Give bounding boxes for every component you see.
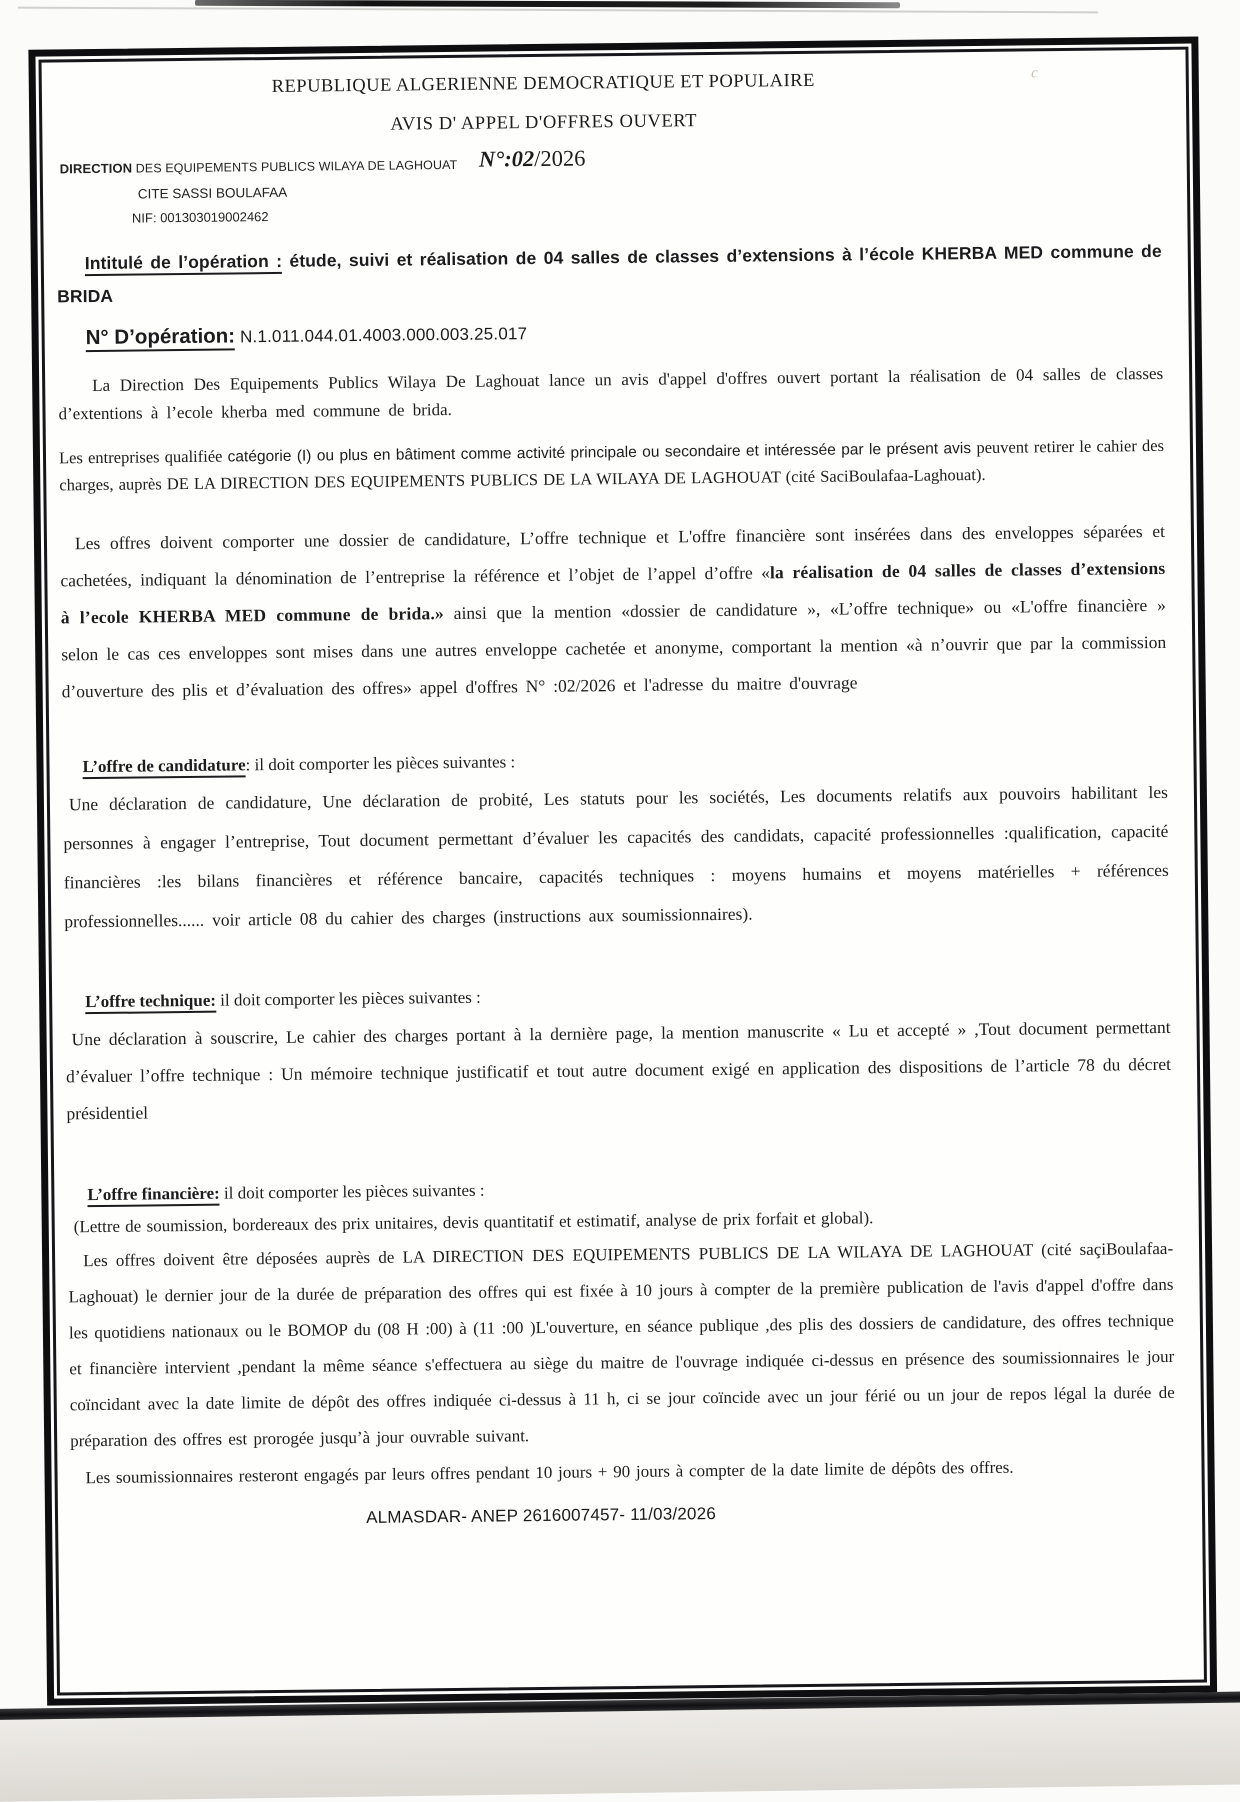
technique-heading: L’offre technique: il doit comporter les pièces suivantes : — [65, 979, 1170, 1014]
scan-corner-mark: c — [1030, 65, 1038, 82]
intro-paragraph: La Direction Des Equipements Publics Wilaya De Laghouat lance un avis d'appel d'offres ouvert portant la réalisation de 04 salles de classes d’extentions à l’ecole kherba med commune de brida. — [58, 363, 1164, 424]
candidature-label: L’offre de candidature — [82, 755, 245, 779]
financiere-label: L’offre financière: — [87, 1184, 220, 1208]
technique-label: L’offre technique: — [85, 991, 216, 1014]
operation-title-text: étude, suivi et réalisation de 04 salles de classes d’extensions à l’école KHERBA MED commune de BRIDA — [57, 240, 1162, 307]
envelopes-paragraph-bold: la réalisation de 04 salles de classes d’extensions à l’ecole KHERBA MED commune de brida.» — [60, 557, 1166, 628]
envelopes-paragraph: Les offres doivent comporter une dossier de candidature, L’offre technique et L'offre financière sont insérées dans des enveloppes séparées et cachetées, indiquant la dénomination de l’entreprise la référence et l’objet de l’appel d’offre «la réalisation de 04 salles de classes d’extensions à l’ecole KHERBA MED commune de brida.» ainsi que la mention «dossier de candidature », «L’offre technique» ou «L'offre financière » selon le cas ces enveloppes sont mises dans une autres enveloppe cachetée et anonyme, comportant la mention «à n’ouvrir que par la commission d’ouverture des plis et d’évaluation des offres» appel d'offres N° :02/2026 et l'adresse du maitre d'ouvrage — [60, 520, 1167, 702]
financiere-heading: L’offre financière: il doit comporter les pièces suivantes : — [67, 1172, 1172, 1207]
publication-footer: ALMASDAR- ANEP 2616007457- 11/03/2026 — [366, 1504, 717, 1528]
financiere-contents-line: (Lettre de soumission, bordereaux des prix unitaires, devis quantitatif et estimatif, analyse de prix forfait et global). — [73, 1208, 874, 1237]
technique-body: Une déclaration à souscrire, Le cahier des charges portant à la dernière page, la mention manuscrite « Lu et accepté » ,Tout document permettant d’évaluer l’offre technique : Un mémoire technique justificatif et tout autre document exigé en application des dispositions de l’article 78 du décret présidentiel — [65, 1016, 1172, 1124]
authority-name: DIRECTION DES EQUIPEMENTS PUBLICS WILAYA DE LAGHOUAT — [59, 157, 458, 177]
notice-number-strong: N°:02 — [478, 146, 535, 172]
deposit-paragraph: Les offres doivent être déposées auprès de LA DIRECTION DES EQUIPEMENTS PUBLICS DE LA WILAYA DE LAGHOUAT (cité saçiBoulafaa-Laghouat) le dernier jour de la durée de préparation des offres qui est fixée à 10 jours à compter de la première publication de l'avis d'appel d'offre dans les quotidiens nationaux ou le BOMOP du (08 H :00) à (11 :00 )L'ouverture, en séance publique ,des plis des dossiers de candidature, des offres technique et financière intervient ,pendant la même séance s'effectuera au siège du maitre de l'ouvrage indiquée ci-dessus en présence des soumissionnaires le jour coïncidant avec la date limite de dépôt des offres indiquée ci-dessus à 11 h, ci se jour coïncide avec un jour férié ou un jour de repos légal la durée de préparation des offres est prorogée jusqu’à jour ouvrable suivant. — [68, 1238, 1175, 1451]
issuing-authority-block — [59, 157, 458, 227]
document-content — [55, 56, 1178, 1684]
operation-number-label: N° D’opération: — [86, 325, 236, 353]
document-inner-frame — [38, 47, 1206, 1696]
candidature-body: Une déclaration de candidature, Une déclaration de probité, Les statuts pour les sociétés, Les documents relatifs aux pouvoirs habilitant les personnes à engager l’entreprise, Tout document permettant d’évaluer les capacités des candidats, capacité professionnelles :qualification, capacité financières :les bilans financières et référence bancaire, capacités techniques : moyens humains et moyens matérielles + références professionnelles...... voir article 08 du cahier des charges (instructions aux soumissionnaires). — [63, 781, 1169, 932]
operation-number — [58, 313, 1163, 352]
notice-number — [479, 144, 586, 174]
operation-title-label: Intitulé de l’opération : — [85, 251, 283, 276]
identity-row — [56, 137, 1162, 246]
authority-address: CITE SASSI BOULAFAA — [137, 184, 288, 202]
operation-number-value: N.1.011.044.01.4003.000.003.25.017 — [234, 324, 528, 347]
notice-number-rest: /2026 — [534, 145, 586, 172]
republic-heading: REPUBLIQUE ALGERIENNE DEMOCRATIQUE ET POPULAIRE — [271, 70, 815, 97]
eligibility-paragraph: Les entreprises qualifiée catégorie (I) ou plus en bâtiment comme activité principale ou secondaire et intéressée par le présent avis peuvent retirer le cahier des charges, auprès DE LA DIRECTION DES EQUIPEMENTS PUBLICS DE LA WILAYA DE LAGHOUAT (cité SaciBoulafaa-Laghouat). — [58, 435, 1165, 495]
document-page — [28, 36, 1217, 1705]
notice-title: AVIS D' APPEL D'OFFRES OUVERT — [390, 111, 698, 135]
operation-title — [57, 235, 1163, 314]
scan-artifact-hairline — [18, 7, 1098, 14]
engagement-paragraph: Les soumissionnaires resteront engagés par leurs offres pendant 10 jours + 90 jours à compter de la date limite de dépôts des offres. — [85, 1457, 1014, 1488]
authority-nif: NIF: 001303019002462 — [131, 208, 269, 226]
candidature-heading: L’offre de candidature: il doit comporter les pièces suivantes : — [62, 744, 1167, 779]
